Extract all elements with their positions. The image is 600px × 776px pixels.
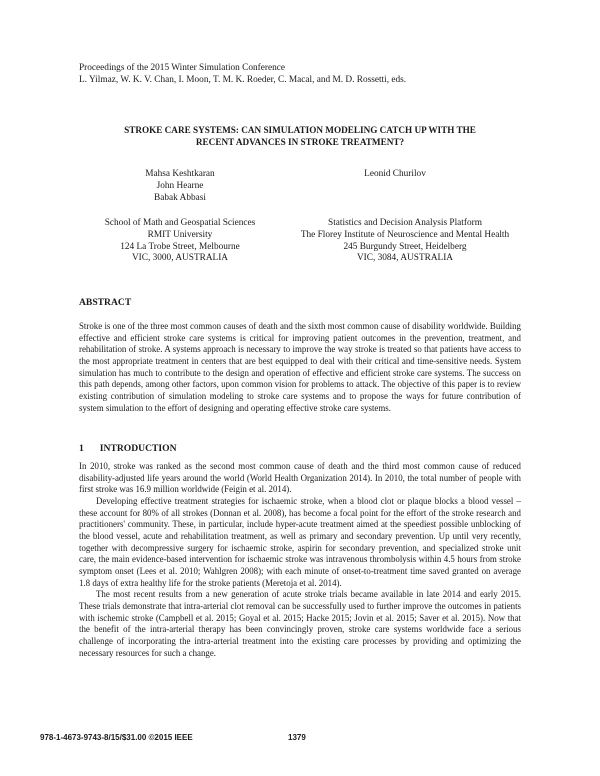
editors-line: L. Yilmaz, W. K. V. Chan, I. Moon, T. M. K. Roeder, C. Macal, and M. D. Rossetti, eds. <box>79 75 407 85</box>
author-name: Leonid Churilov <box>364 169 426 179</box>
abstract-heading: ABSTRACT <box>79 297 132 308</box>
affiliation-right <box>275 218 535 265</box>
affiliation-line: 124 La Trobe Street, Melbourne <box>120 241 240 252</box>
intro-paragraph: Developing effective treatment strategies for ischaemic stroke, when a blood clot or plaque blocks a blood vessel – these account for 80% of all strokes (Donnan et al. 2008), has become a focal point for the effort of the stroke research and practitioners' community. These, in particular, include hyper-acute treatment aimed at the speediest possible unblocking of the blood vessel, acute and rehabilitation treatment, as well as primary and secondary prevention. Up until very recently, together with decompressive surgery for ischaemic stroke, aspirin for secondary prevention, and specialized stroke unit care, the main evidence-based intervention for ischaemic stroke was intravenous thrombolysis within 4.5 hours from stroke symptom onset (Lees et al. 2010; Wahlgren 2008); with each minute of onset-to-treatment time saved granted on average 1.8 days of extra healthy life for the stroke patients (Meretoja et al. 2014). <box>79 495 521 588</box>
affiliation-left <box>80 218 280 265</box>
introduction-text <box>79 461 521 659</box>
authors-right-names <box>320 169 470 181</box>
abstract-paragraph: Stroke is one of the three most common causes of death and the sixth most common cause of disability worldwide. Building effective and efficient stroke care systems is critical for improving patient outcomes in the prevention, treatment, and rehabilitation of stroke. A systems approach is necessary to improve the way stroke is treated so that patients have access to the most appropriate treatment in centers that are best equipped to deal with their critical and time-sensitive needs. System simulation has much to contribute to the design and operation of effective and efficient stroke care systems. The success on this path depends, among other factors, upon common vision for problems to attack. The objective of this paper is to review existing contribution of simulation modeling to stroke care systems and to propose the ways for future contribution of system simulation to the effort of designing and operating effective stroke care systems. <box>79 321 521 413</box>
title-line-2: RECENT ADVANCES IN STROKE TREATMENT? <box>195 137 405 147</box>
affiliation-line: 245 Burgundy Street, Heidelberg <box>343 241 467 252</box>
affiliation-line: RMIT University <box>147 229 213 240</box>
author-name: Babak Abbasi <box>154 192 206 203</box>
title-line-1: STROKE CARE SYSTEMS: CAN SIMULATION MODELING CATCH UP WITH THE <box>124 125 476 135</box>
page-number: 1379 <box>288 733 306 742</box>
introduction-heading <box>79 443 177 454</box>
abstract-text <box>79 321 521 414</box>
proceedings-line: Proceedings of the 2015 Winter Simulation Conference <box>79 63 286 73</box>
section-title: INTRODUCTION <box>99 443 177 454</box>
affiliation-line: VIC, 3084, AUSTRALIA <box>356 253 454 264</box>
affiliation-line: Statistics and Decision Analysis Platform <box>328 218 482 228</box>
footer-isbn: 978-1-4673-9743-8/15/$31.00 ©2015 IEEE <box>40 733 193 742</box>
author-name: Mahsa Keshtkaran <box>145 169 215 179</box>
affiliation-line: School of Math and Geospatial Sciences <box>104 218 256 228</box>
section-number: 1 <box>79 443 84 454</box>
affiliation-line: The Florey Institute of Neuroscience and Mental Health <box>300 229 510 240</box>
paper-title <box>70 124 530 148</box>
intro-paragraph: The most recent results from a new generation of acute stroke trials became available in late 2014 and early 2015. These trials demonstrate that intra-arterial clot removal can be successfully used to further improve the outcomes in patients with ischemic stroke (Campbell et al. 2015; Goyal et al. 2015; Hacke 2015; Jovin et al. 2015; Saver et al. 2015). Now that the benefit of the intra-arterial therapy has been convincingly proven, stroke care systems worldwide face a serious challenge of incorporating the intra-arterial treatment into the existing care processes by providing and optimizing the necessary resources for such a change. <box>79 589 521 658</box>
authors-left-names <box>110 169 250 204</box>
author-name: John Hearne <box>156 180 204 191</box>
affiliation-line: VIC, 3000, AUSTRALIA <box>131 253 229 264</box>
intro-paragraph: In 2010, stroke was ranked as the second most common cause of death and the third most common cause of reduced disability-adjusted life years around the world (World Health Organization 2014). In 2010, the total number of people with first stroke was 16.9 million worldwide (Feigin et al. 2014). <box>79 461 521 495</box>
